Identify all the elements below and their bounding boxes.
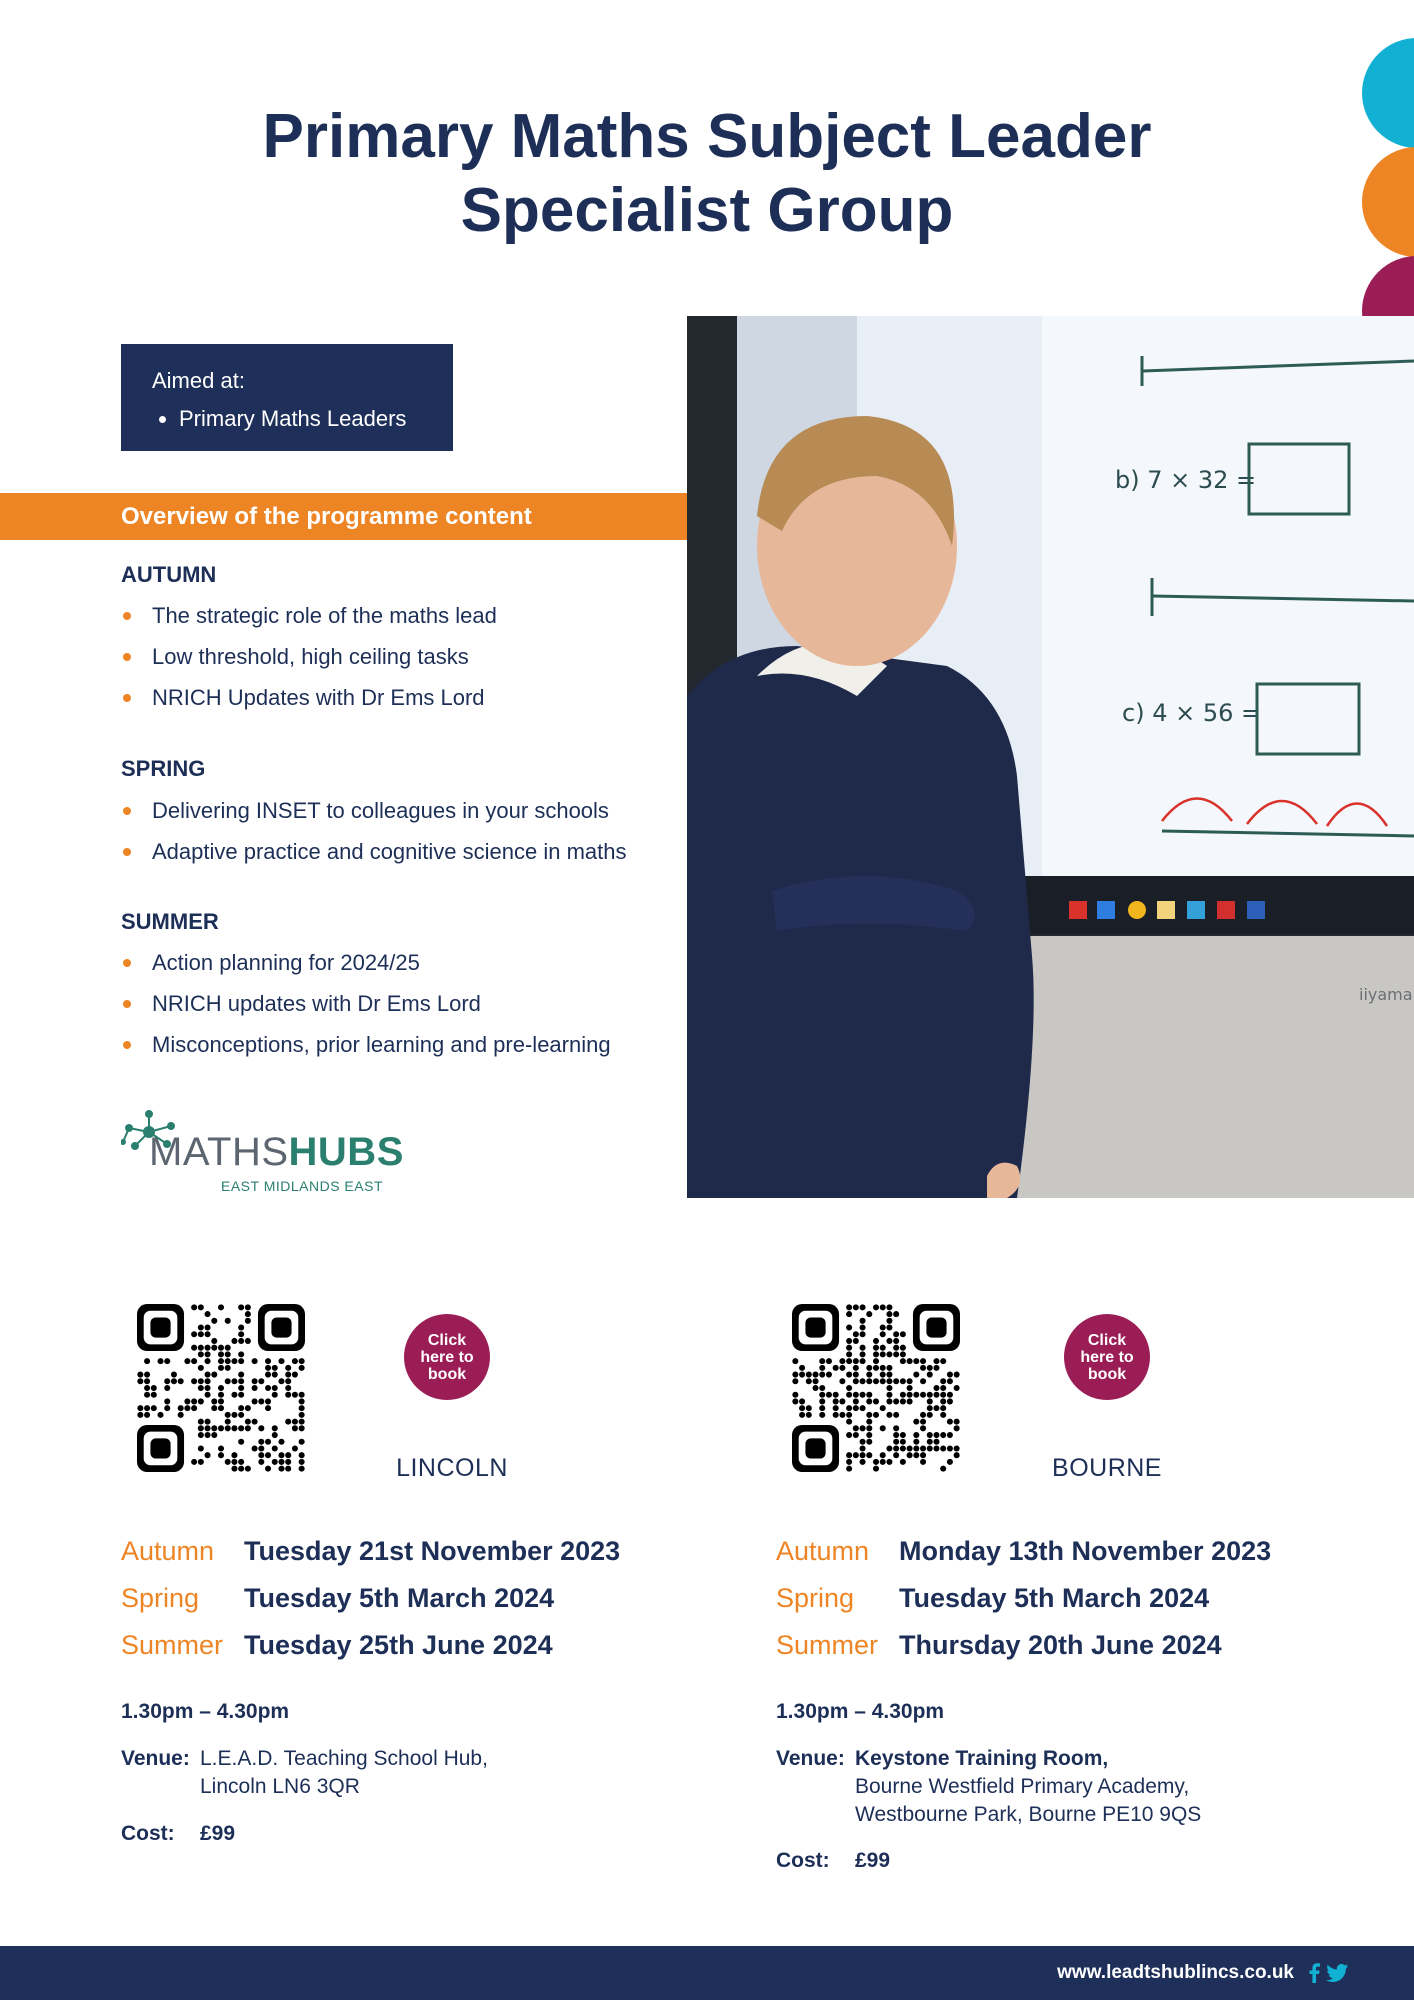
term-label: Spring [121,1583,200,1613]
term-heading-spring: SPRING [121,756,206,781]
lincoln-date-row [121,1622,553,1669]
bourne-date-row [776,1622,1222,1669]
venue-label: Venue: [121,1747,190,1770]
twitter-icon[interactable] [1326,1963,1348,1983]
classroom-photo [687,316,1414,1198]
term-label: Summer [121,1630,224,1660]
list-item: NRICH Updates with Dr Ems Lord [121,677,497,718]
autumn-topic-list [121,595,497,718]
lincoln-date-row [121,1575,554,1622]
date-value: Thursday 20th June 2024 [899,1630,1222,1660]
list-item: Action planning for 2024/25 [121,942,611,983]
date-value: Tuesday 21st November 2023 [244,1536,621,1566]
bourne-date-row [776,1575,1209,1622]
venue-line-3: Westbourne Park, Bourne PE10 9QS [855,1803,1202,1826]
lincoln-book-button[interactable]: Click here to book [404,1314,490,1400]
aimed-at-item: • Primary Maths Leaders [179,400,422,438]
venue-line-2: Lincoln LN6 3QR [200,1775,360,1798]
venue-line-1: Keystone Training Room, [855,1747,1109,1770]
logo-maths: MATHS [149,1130,289,1174]
aimed-at-list [152,400,422,438]
spring-topic-list [121,790,626,872]
logo-wordmark [149,1130,404,1175]
facebook-icon[interactable] [1308,1963,1320,1983]
bourne-city-label: BOURNE [1052,1454,1162,1482]
bourne-cost [776,1849,976,1879]
date-value: Tuesday 5th March 2024 [244,1583,555,1613]
logo-hubs: HUBS [288,1130,404,1174]
overview-heading: Overview of the programme content [0,493,687,540]
term-label: Autumn [776,1536,870,1566]
term-label: Spring [776,1583,855,1613]
date-value: Tuesday 5th March 2024 [899,1583,1210,1613]
aimed-at-box [121,344,453,451]
lincoln-qr-code[interactable] [137,1304,305,1472]
bourne-qr-code[interactable] [792,1304,960,1472]
lincoln-city-label: LINCOLN [396,1454,508,1482]
list-item: The strategic role of the maths lead [121,595,497,636]
venue-line-2: Bourne Westfield Primary Academy, [855,1775,1190,1798]
list-item: NRICH updates with Dr Ems Lord [121,983,611,1024]
board-text-c: c) 4 × 56 = [1122,699,1262,727]
cost-label: Cost: [121,1822,175,1845]
board-text-b: b) 7 × 32 = [1115,466,1257,494]
date-value: Tuesday 25th June 2024 [244,1630,553,1660]
maths-hubs-logo [121,1110,404,1200]
footer-website-link[interactable]: www.leadtshublincs.co.uk [1057,1962,1294,1983]
cost-value: £99 [855,1849,891,1872]
cost-label: Cost: [776,1849,830,1872]
venue-label: Venue: [776,1747,845,1770]
lincoln-date-row [121,1528,620,1575]
lincoln-venue [121,1745,541,1805]
logo-subtitle: EAST MIDLANDS EAST [221,1178,384,1194]
title-line-2: Specialist Group [460,176,954,245]
bourne-venue [776,1745,1296,1831]
list-item: Delivering INSET to colleagues in your schools [121,790,626,831]
title-line-1: Primary Maths Subject Leader [262,102,1152,171]
term-heading-summer: SUMMER [121,909,219,934]
bourne-book-button[interactable]: Click here to book [1064,1314,1150,1400]
summer-topic-list [121,942,611,1065]
lincoln-cost [121,1822,321,1852]
list-item: Adaptive practice and cognitive science in maths [121,831,626,872]
footer-bar [0,1946,1414,2000]
page-title [0,100,1414,248]
date-value: Monday 13th November 2023 [899,1536,1272,1566]
term-label: Summer [776,1630,879,1660]
term-heading-autumn: AUTUMN [121,562,217,587]
bourne-date-row [776,1528,1271,1575]
list-item: Misconceptions, prior learning and pre-learning [121,1024,611,1065]
venue-line-1: L.E.A.D. Teaching School Hub, [200,1747,488,1770]
aimed-at-label: Aimed at: [152,368,245,393]
list-item: Low threshold, high ceiling tasks [121,636,497,677]
bourne-time: 1.30pm – 4.30pm [776,1700,945,1723]
lincoln-time: 1.30pm – 4.30pm [121,1700,290,1723]
term-label: Autumn [121,1536,215,1566]
cost-value: £99 [200,1822,236,1845]
monitor-brand: iiyama [1359,985,1413,1004]
